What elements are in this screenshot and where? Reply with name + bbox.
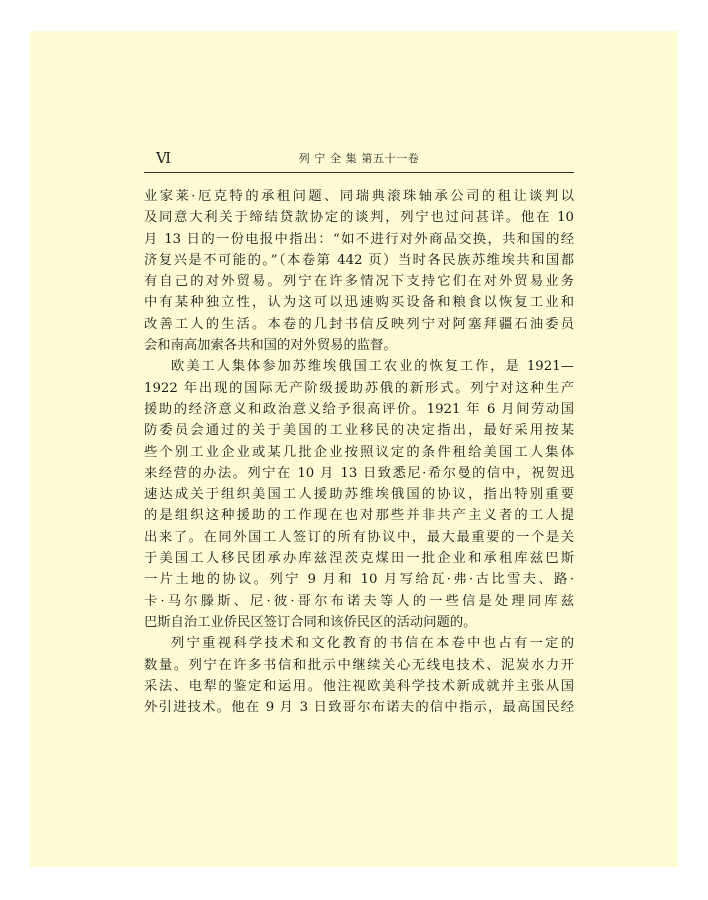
text-line: 的是组织这种援助的工作现在也对那些并非共产主义者的工人提	[144, 508, 574, 524]
paragraph	[144, 356, 574, 633]
text-line: 业家莱·厄克特的承租问题、同瑞典滚珠轴承公司的租让谈判以	[144, 189, 574, 204]
paragraph	[144, 633, 574, 718]
running-title: 列 宁 全 集 第五十一卷	[298, 152, 420, 165]
body-text	[144, 186, 574, 718]
text-line: 些个别工业企业或某几批企业按照议定的条件租给美国工人集体	[144, 444, 574, 460]
header-rule	[144, 172, 574, 173]
text-line: 采法、电犁的鉴定和运用。他注视欧美科学技术新成就并主张从国	[144, 678, 574, 694]
text-line: 巴斯自治工业侨民区签订合同和该侨民区的活动问题的。	[144, 614, 477, 630]
text-line: 数量。列宁在许多书信和批示中继续关心无线电技术、泥炭水力开	[144, 657, 574, 673]
text-line: 外引进技术。他在 9 月 3 日致哥尔布诺夫的信中指示，最高国民经	[144, 700, 574, 716]
text-line: 济复兴是不可能的。”（本卷第 442 页）当时各民族苏维埃共和国都	[144, 252, 574, 268]
text-line: 出来了。在同外国工人签订的所有协议中，最大最重要的一个是关	[144, 529, 574, 545]
page-header	[144, 150, 574, 174]
text-line: 列宁重视科学技术和文化教育的书信在本卷中也占有一定的	[171, 636, 574, 652]
text-line: 援助的经济意义和政治意义给予很高评价。1921 年 6 月间劳动国	[144, 401, 574, 417]
text-line: 欧美工人集体参加苏维埃俄国工农业的恢复工作，是 1921—	[171, 359, 574, 375]
text-line: 有自己的对外贸易。列宁在许多情况下支持它们在对外贸易业务	[144, 274, 574, 290]
paragraph	[144, 186, 574, 356]
text-line: 速达成关于组织美国工人援助苏维埃俄国的协议，指出特别重要	[144, 487, 574, 503]
text-line: 及同意大利关于缔结贷款协定的谈判，列宁也过问甚详。他在 10	[144, 210, 574, 226]
text-line: 防委员会通过的关于美国的工业移民的决定指出，最好采用按某	[144, 423, 574, 439]
text-line: 月 13 日的一份电报中指出：“如不进行对外商品交换，共和国的经	[144, 231, 574, 247]
text-line: 卡·马尔滕斯、尼·彼·哥尔布诺夫等人的一些信是处理同库兹	[144, 593, 574, 609]
text-line: 会和南高加索各共和国的对外贸易的监督。	[144, 338, 397, 354]
text-line: 改善工人的生活。本卷的几封书信反映列宁对阿塞拜疆石油委员	[144, 316, 574, 332]
text-line: 一片土地的协议。列宁 9 月和 10 月写给瓦·弗·古比雪夫、路·	[144, 572, 574, 588]
page-number: Ⅵ	[156, 151, 172, 167]
text-line: 来经营的办法。列宁在 10 月 13 日致悉尼·希尔曼的信中，祝贺迅	[144, 465, 574, 481]
text-line: 1922 年出现的国际无产阶级援助苏俄的新形式。列宁对这种生产	[144, 380, 574, 396]
text-line: 中有某种独立性，认为这可以迅速购买设备和粮食以恢复工业和	[144, 295, 574, 311]
text-line: 于美国工人移民团承办库兹涅茨克煤田一批企业和承租库兹巴斯	[144, 551, 574, 567]
